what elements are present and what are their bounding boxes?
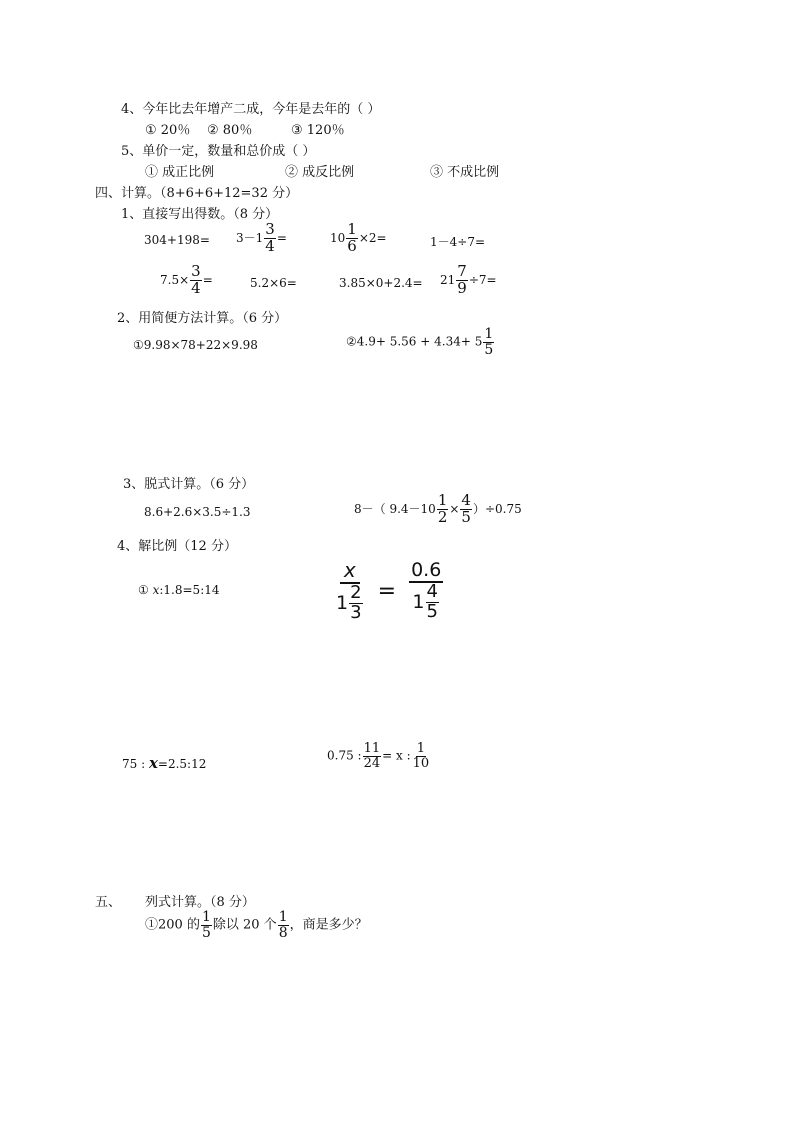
proportion-item-4: 0.75 : $\frac{11}{24}$ = x : $\frac{1}{10}$ (327, 741, 430, 771)
proportion-equation: x 1 $\frac{2}{3}$ = 0.6 1 $\frac{4}{5}$ (336, 558, 442, 623)
calc-item-h: 21 $\frac{7}{9}$ ÷7= (440, 262, 497, 297)
calc-item-d: 1－4÷7= (430, 235, 486, 249)
calc-item-g: 3.85×0+2.4= (339, 276, 423, 290)
proportion-item-1: ① x:1.8=5:14 (138, 583, 220, 597)
calc-item-f: 5.2×6= (250, 276, 297, 290)
simplify-item-2: ②4.9+ 5.56 + 4.34+ 5 $\frac{1}{5}$ (346, 326, 494, 358)
question-5-option-c: ③ 不成比例 (430, 165, 500, 180)
question-4-option-b: ② 80％ (207, 123, 253, 138)
equation-lhs: x 1 $\frac{2}{3}$ (336, 558, 362, 623)
question-4-option-a: ① 20％ (145, 123, 191, 138)
part-2-title: 2、用简便方法计算。（6 分） (117, 311, 288, 326)
simplify-item-1: ①9.98×78+22×9.98 (133, 338, 258, 352)
calc-item-e: 7.5× $\frac{3}{4}$ = (160, 262, 213, 297)
question-4-option-c: ③ 120％ (291, 123, 345, 138)
stepwise-item-2: 8－（ 9.4－10 $\frac{1}{2}$ × $\frac{4}{5}$ ）÷0.75 (354, 491, 522, 526)
section-5-question: ①200 的 $\frac{1}{5}$ 除以 20 个 $\frac{1}{8}$ ，商是多少？ (145, 909, 368, 941)
calc-item-c: 10 $\frac{1}{6}$ ×2= (330, 220, 387, 255)
equation-rhs: 0.6 1 $\frac{4}{5}$ (411, 559, 442, 622)
question-5-option-b: ② 成反比例 (285, 165, 355, 180)
question-4-text: 4、今年比去年增产二成，今年是去年的（ ） (121, 102, 381, 117)
question-5-text: 5、单价一定，数量和总价成（ ） (121, 144, 316, 159)
part-4-title: 4、解比例（12 分） (117, 539, 237, 554)
question-5-option-a: ① 成正比例 (145, 165, 215, 180)
section-4-title: 四、计算。（8+6+6+12=32 分） (95, 186, 299, 201)
part-1-title: 1、直接写出得数。（8 分） (121, 207, 279, 222)
section-5-number: 五、 (95, 895, 122, 910)
calc-item-b: 3－1 $\frac{3}{4}$ = (236, 220, 287, 255)
calc-item-a: 304+198= (144, 233, 210, 247)
stepwise-item-1: 8.6+2.6×3.5÷1.3 (144, 505, 251, 519)
section-5-title: 列式计算。（8 分） (145, 895, 255, 910)
part-3-title: 3、脱式计算。（6 分） (123, 477, 255, 492)
proportion-item-3: 75 : x=2.5:12 (122, 754, 207, 772)
